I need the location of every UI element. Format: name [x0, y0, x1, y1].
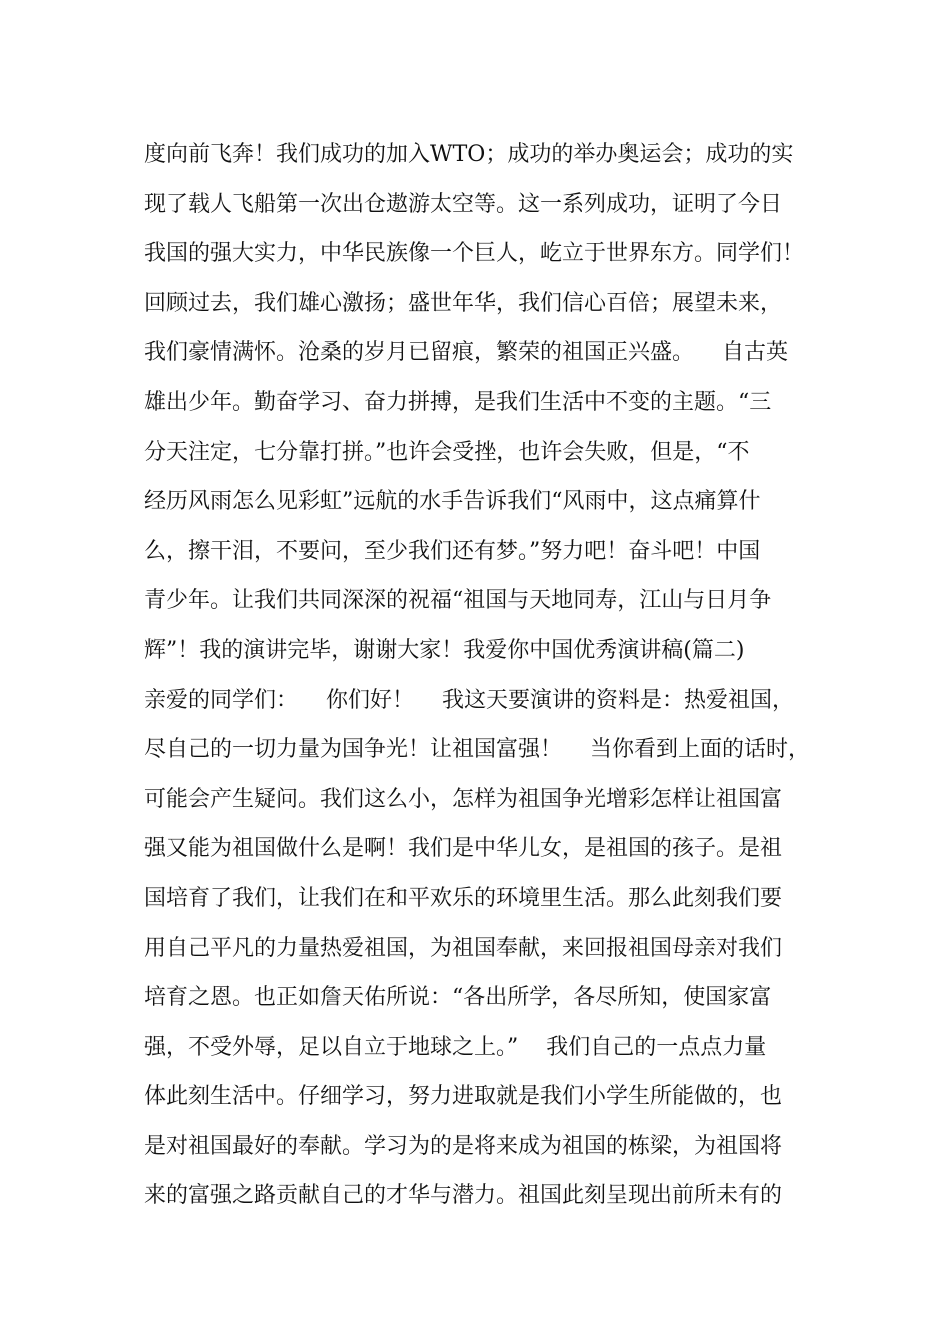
text-line: 强，不受外辱，足以自立于地球之上。” 我们自己的一点点力量 [144, 1034, 767, 1060]
text-line: 强又能为祖国做什么是啊！我们是中华儿女，是祖国的孩子。是祖 [144, 836, 783, 862]
text-line: 经历风雨怎么见彩虹”远航的水手告诉我们“风雨中，这点痛算什 [144, 489, 761, 515]
text-line: 度向前飞奔！我们成功的加入WTO；成功的举办奥运会；成功的实 [144, 142, 794, 167]
text-line: 么，擦干泪，不要问，至少我们还有梦。”努力吧！奋斗吧！中国 [144, 538, 761, 564]
text-line: 来的富强之路贡献自己的才华与潜力。祖国此刻呈现出前所未有的 [144, 1183, 783, 1209]
text-line: 现了载人飞船第一次出仓遨游太空等。这一系列成功，证明了今日 [144, 191, 783, 217]
text-line: 国培育了我们，让我们在和平欢乐的环境里生活。那么此刻我们要 [144, 885, 783, 911]
text-line: 辉”！我的演讲完毕，谢谢大家！我爱你中国优秀演讲稿(篇二) [144, 637, 745, 663]
text-line: 培育之恩。也正如詹天佑所说：“各出所学，各尽所知，使国家富 [144, 985, 772, 1011]
body-text [144, 130, 844, 1221]
text-line: 我国的强大实力，中华民族像一个巨人，屹立于世界东方。同学们！ [144, 241, 805, 267]
text-line: 尽自己的一切力量为国争光！让祖国富强！ 当你看到上面的话时， [144, 737, 810, 763]
text-line: 亲爱的同学们： 你们好！ 我这天要演讲的资料是：热爱祖国， [144, 687, 794, 713]
text-line: 回顾过去，我们雄心激扬；盛世年华，我们信心百倍；展望未来， [144, 290, 783, 316]
text-line: 用自己平凡的力量热爱祖国，为祖国奉献，来回报祖国母亲对我们 [144, 935, 783, 961]
text-line: 体此刻生活中。仔细学习，努力进取就是我们小学生所能做的，也 [144, 1084, 783, 1110]
text-line: 雄出少年。勤奋学习、奋力拼搏，是我们生活中不变的主题。“三 [144, 389, 772, 415]
text-line: 我们豪情满怀。沧桑的岁月已留痕，繁荣的祖国正兴盛。 自古英 [144, 340, 788, 366]
text-line: 青少年。让我们共同深深的祝福“祖国与天地同寿，江山与日月争 [144, 588, 772, 614]
text-line: 可能会产生疑问。我们这么小，怎样为祖国争光增彩怎样让祖国富 [144, 786, 783, 812]
text-line: 是对祖国最好的奉献。学习为的是将来成为祖国的栋梁，为祖国将 [144, 1133, 783, 1159]
text-line: 分天注定，七分靠打拼。”也许会受挫，也许会失败，但是，“不 [144, 439, 750, 465]
